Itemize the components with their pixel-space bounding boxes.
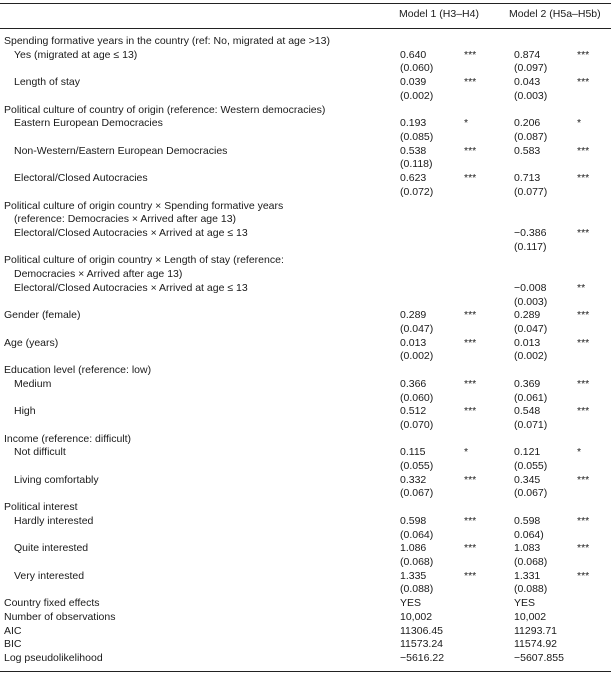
table-row [0,515,611,528]
row-label: Democracies × Arrived after age 13) [14,268,183,281]
model-2-value: 11293.71 [514,624,558,637]
model-2-significance: *** [577,542,590,555]
model-1-value: (0.067) [400,487,434,500]
model-1-value: (0.118) [400,158,433,171]
model-1-value: 0.289 [400,309,427,322]
model-1-value: (0.060) [400,391,434,404]
model-2-value: 0.121 [514,446,541,459]
table-row [0,131,611,144]
row-label: Very interested [14,569,85,582]
model-2-value: (0.002) [514,350,548,363]
model-1-value: 1.335 [400,569,427,582]
table-row [0,200,611,213]
model-2-value: 0.369 [514,377,541,390]
model-2-significance: *** [577,309,590,322]
row-label: Electoral/Closed Autocracies [14,172,148,185]
table-row [0,542,611,555]
model-1-value: (0.060) [400,62,434,75]
model-2-value: 0.013 [514,336,541,349]
model-1-value: (0.047) [400,322,434,335]
model-1-value: 1.086 [400,542,427,555]
model-2-significance: *** [577,226,590,239]
row-label: Non-Western/Eastern European Democracies [14,144,228,157]
model-1-significance: *** [464,172,477,185]
table-row [0,419,611,432]
model-1-value: 0.512 [400,405,427,418]
model-2-value: (0.068) [514,556,548,568]
table-row [0,35,611,48]
model-2-value: (0.088) [514,583,548,596]
column-header-model-2: Model 2 (H5a–H5b) [509,8,601,20]
header-rule [0,28,611,29]
model-2-value: −5607.855 [514,652,564,664]
row-label: Education level (reference: low) [4,364,152,376]
model-1-value: (0.068) [400,556,434,568]
model-2-value: 10,002 [514,610,547,623]
table-row [0,392,611,405]
model-1-significance: *** [464,76,477,89]
row-label: Electoral/Closed Autocracies × Arrived at age ≤ 13 [14,226,248,239]
row-label: Political interest [4,501,78,514]
table-row [0,638,611,651]
model-1-significance: *** [464,336,477,349]
table-row [0,227,611,240]
table-row [0,213,611,226]
model-2-significance: *** [577,336,590,349]
table-row [0,117,611,130]
model-2-value: (0.087) [514,131,548,143]
table-row [0,501,611,514]
table-row [0,172,611,185]
table-row [0,76,611,89]
table-row [0,49,611,62]
model-1-significance: *** [464,473,477,486]
model-1-value: 0.013 [400,336,427,349]
model-2-significance: *** [577,172,590,185]
model-1-significance: *** [464,542,477,555]
row-label: AIC [4,624,22,637]
table-row [0,529,611,542]
model-2-value: (0.003) [514,89,548,102]
table-row [0,309,611,322]
table-row [0,611,611,624]
table-row [0,62,611,75]
model-2-value: (0.047) [514,322,548,335]
model-1-significance: *** [464,405,477,418]
model-2-value: (0.003) [514,295,548,308]
model-2-value: 1.331 [514,569,541,582]
model-1-significance: *** [464,377,477,390]
table-row [0,158,611,171]
model-1-value: (0.064) [400,528,434,541]
row-label: Country fixed effects [4,597,100,610]
table-row [0,378,611,391]
model-1-value: (0.002) [400,350,434,363]
table-row [0,570,611,583]
model-1-value: (0.002) [400,89,434,102]
model-1-value: 0.598 [400,514,427,527]
model-2-significance: *** [577,144,590,157]
row-label: BIC [4,638,22,651]
row-label: Eastern European Democracies [14,117,163,130]
model-2-value: (0.097) [514,62,548,75]
model-2-value: (0.061) [514,391,548,404]
table-row [0,652,611,665]
model-2-value: −0.008 [514,281,547,294]
table-row [0,597,611,610]
model-1-significance: *** [464,514,477,527]
model-2-value: 0.598 [514,514,541,527]
model-1-value: 11573.24 [400,638,444,651]
model-2-value: (0.055) [514,460,548,472]
table-row [0,474,611,487]
model-2-value: (0.071) [514,418,548,431]
model-1-value: (0.055) [400,460,434,472]
model-1-significance: * [464,117,469,130]
table-row [0,460,611,473]
bottom-rule [0,671,611,672]
table-row [0,268,611,281]
table-row [0,104,611,117]
model-2-value: 0.583 [514,144,541,157]
model-1-value: 0.332 [400,473,427,486]
model-1-value: 0.623 [400,172,427,185]
model-2-value: 1.083 [514,542,541,555]
model-2-significance: *** [577,48,590,61]
row-label: Quite interested [14,542,89,555]
table-row [0,254,611,267]
table-row [0,337,611,350]
model-2-value: 0.064) [514,528,544,541]
model-2-significance: * [577,117,582,130]
model-1-value: (0.072) [400,185,434,198]
model-2-significance: *** [577,76,590,89]
table-row [0,625,611,638]
row-label: Log pseudolikelihood [4,652,103,664]
row-label: Political culture of country of origin (reference: Western democracies) [4,103,326,116]
row-label: Hardly interested [14,514,94,527]
top-rule [0,3,611,4]
table-row [0,405,611,418]
row-label: Living comfortably [14,473,99,486]
model-1-value: YES [400,597,422,610]
row-label: Electoral/Closed Autocracies × Arrived at age ≤ 13 [14,281,248,294]
model-1-value: (0.070) [400,418,434,431]
row-label: Political culture of origin country × Spending formative years [4,199,284,212]
model-2-value: 0.043 [514,76,541,89]
row-label: Length of stay [14,76,80,89]
model-1-value: 0.640 [400,48,427,61]
row-label: Number of observations [4,610,116,623]
model-1-significance: *** [464,569,477,582]
model-2-value: (0.067) [514,487,548,500]
model-2-significance: * [577,446,582,459]
model-1-value: 0.039 [400,76,427,89]
model-2-value: 0.874 [514,48,541,61]
model-1-value: 0.366 [400,377,427,390]
model-2-value: 0.345 [514,473,541,486]
row-label: Yes (migrated at age ≤ 13) [14,48,138,61]
model-2-value: 0.289 [514,309,541,322]
row-label: Political culture of origin country × Length of stay (reference: [4,254,284,267]
table-row [0,446,611,459]
table-row [0,145,611,158]
table-row [0,90,611,103]
model-2-value: 11574.92 [514,638,558,651]
model-1-significance: * [464,446,469,459]
model-1-significance: *** [464,144,477,157]
model-2-significance: ** [577,281,586,294]
table-row [0,323,611,336]
row-label: Spending formative years in the country (ref: No, migrated at age >13) [4,35,330,47]
table-row [0,282,611,295]
model-2-significance: *** [577,377,590,390]
table-row [0,186,611,199]
model-2-value: 0.548 [514,405,541,418]
model-1-value: −5616.22 [400,652,445,664]
table-row [0,350,611,363]
model-2-value: −0.386 [514,226,547,239]
table-row [0,583,611,596]
model-2-significance: *** [577,514,590,527]
model-2-value: YES [514,597,536,610]
row-label: Age (years) [4,336,59,349]
model-2-value: 0.206 [514,117,541,130]
column-header-model-1: Model 1 (H3–H4) [399,8,479,20]
model-2-significance: *** [577,473,590,486]
table-row [0,364,611,377]
row-label: (reference: Democracies × Arrived after age 13) [14,213,237,226]
table-row [0,433,611,446]
model-1-value: 0.115 [400,446,426,459]
model-1-significance: *** [464,309,477,322]
model-1-value: 11306.45 [400,624,444,637]
row-label: Medium [14,377,52,390]
row-label: Income (reference: difficult) [4,432,132,445]
row-label: Not difficult [14,446,66,459]
table-row [0,296,611,309]
table-row [0,241,611,254]
model-2-significance: *** [577,405,590,418]
table-row [0,487,611,500]
model-2-value: (0.077) [514,185,548,198]
model-1-value: 10,002 [400,610,433,623]
row-label: Gender (female) [4,309,81,322]
model-1-value: (0.085) [400,131,434,143]
model-1-value: 0.193 [400,117,427,130]
model-2-significance: *** [577,569,590,582]
model-2-value: (0.117) [514,240,547,253]
model-1-significance: *** [464,48,477,61]
model-2-value: 0.713 [514,172,541,185]
row-label: High [14,405,36,418]
model-1-value: 0.538 [400,144,427,157]
model-1-value: (0.088) [400,583,434,596]
table-row [0,556,611,569]
